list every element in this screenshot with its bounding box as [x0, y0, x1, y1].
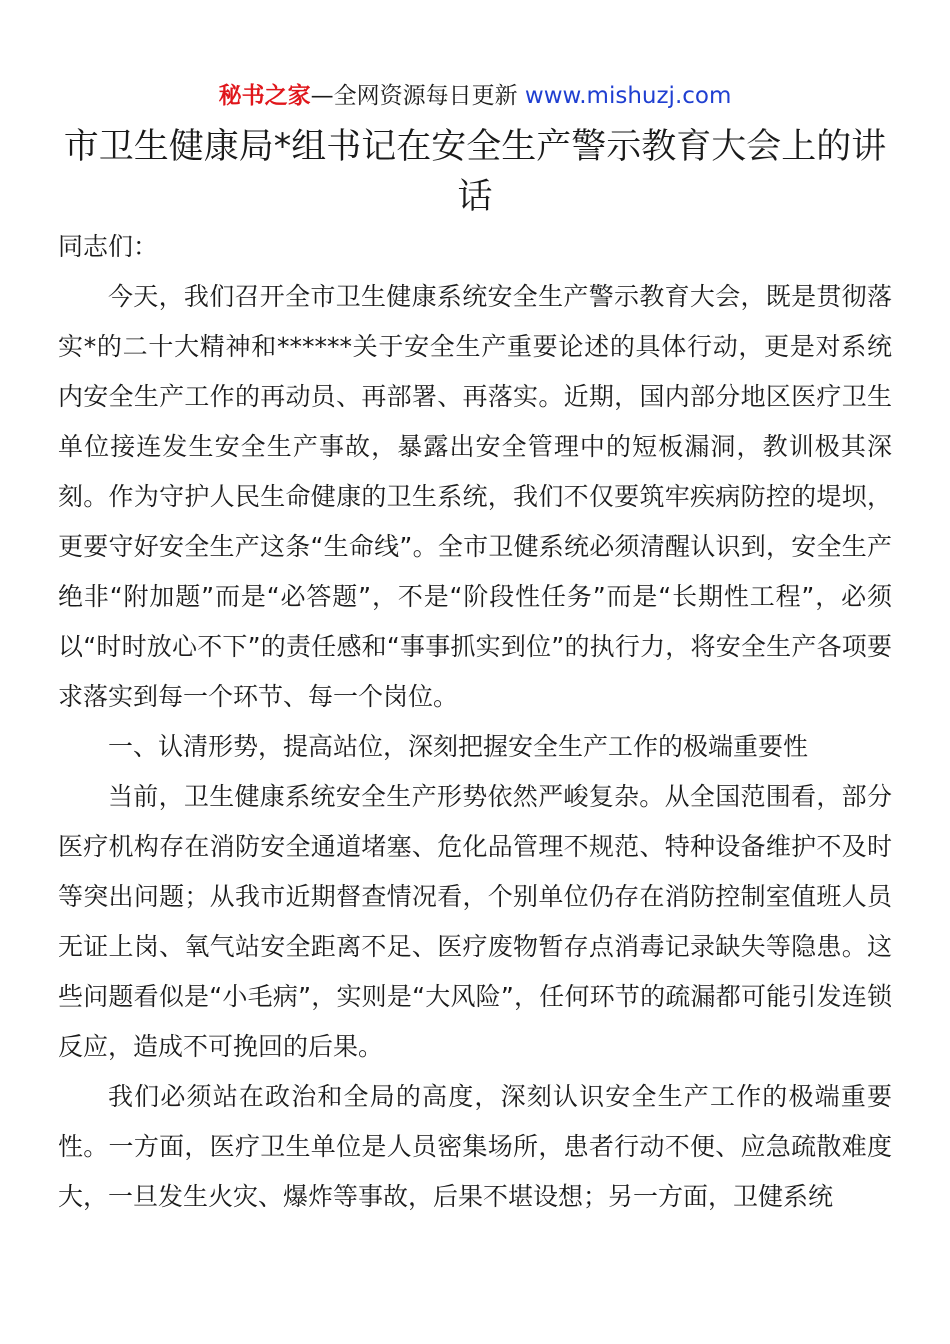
watermark-tagline: —全网资源每日更新	[310, 83, 525, 109]
watermark-brand: 秘书之家	[218, 83, 311, 109]
document-title: 市卫生健康局*组书记在安全生产警示教育大会上的讲话	[63, 127, 887, 217]
paragraph-situation: 当前，卫生健康系统安全生产形势依然严峻复杂。从全国范围看，部分医疗机构存在消防安全通道堵塞、危化品管理不规范、特种设备维护不及时等突出问题；从我市近期督查情况看，个别单位仍存在消防控制室值班人员无证上岗、氧气站安全距离不足、医疗废物暂存点消毒记录缺失等隐患。这些问题看似是“小毛病”，实则是“大风险”，任何环节的疏漏都可能引发连锁反应，造成不可挽回的后果。	[58, 782, 892, 1061]
watermark-url[interactable]: www.mishuzj.com	[524, 83, 732, 109]
salutation: 同志们：	[58, 232, 159, 261]
paragraph-intro: 今天，我们召开全市卫生健康系统安全生产警示教育大会，既是贯彻落实*的二十大精神和******关于安全生产重要论述的具体行动，更是对系统内安全生产工作的再动员、再部署、再落实。近期，国内部分地区医疗卫生单位接连发生安全生产事故，暴露出安全管理中的短板漏洞，教训极其深刻。作为守护人民生命健康的卫生系统，我们不仅要筑牢疾病防控的堤坝，更要守好安全生产这条“生命线”。全市卫健系统必须清醒认识到，安全生产绝非“附加题”而是“必答题”，不是“阶段性任务”而是“长期性工程”，必须以“时时放心不下”的责任感和“事事抓实到位”的执行力，将安全生产各项要求落实到每一个环节、每一个岗位。	[58, 282, 892, 711]
document-body	[58, 222, 892, 1222]
section-heading-1: 一、认清形势，提高站位，深刻把握安全生产工作的极端重要性	[108, 732, 809, 761]
paragraph-importance: 我们必须站在政治和全局的高度，深刻认识安全生产工作的极端重要性。一方面，医疗卫生单位是人员密集场所，患者行动不便、应急疏散难度大，一旦发生火灾、爆炸等事故，后果不堪设想；另一方面，卫健系统	[58, 1082, 892, 1211]
watermark-header	[0, 80, 950, 112]
